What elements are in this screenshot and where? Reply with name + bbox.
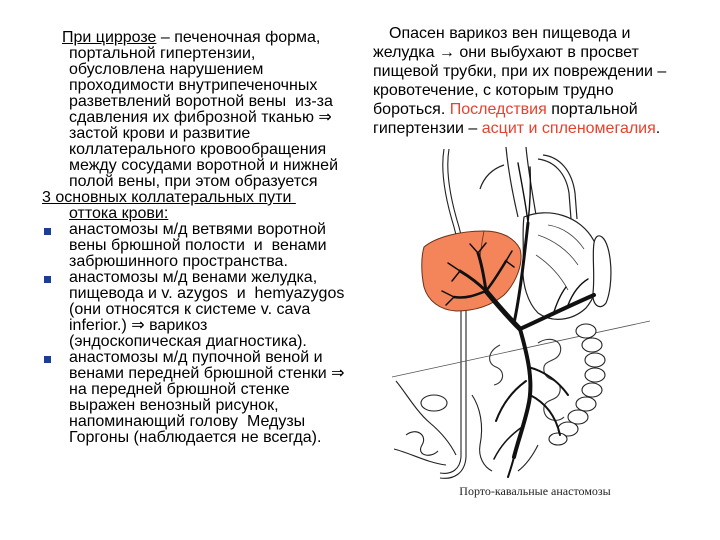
intro-line: разветвлений воротной вены из-за xyxy=(69,93,333,110)
colon-haustrum xyxy=(585,368,605,382)
portocaval-anastomoses-illustration xyxy=(388,145,665,502)
intro-lead-underlined: При циррозе xyxy=(62,29,157,46)
illustration-background xyxy=(388,145,665,502)
right-text-line xyxy=(373,100,715,119)
intro-line: сдавления их фиброзной тканью ⇒ xyxy=(69,109,332,126)
left-column xyxy=(42,30,372,446)
pathways-heading-line xyxy=(42,190,372,206)
intro-line: полой вены, при этом образуется xyxy=(69,173,318,190)
bullet-text-line: (они относятся к системе v. cava xyxy=(69,301,311,318)
colon-haustrum xyxy=(582,383,602,397)
bullet-text-line: анастомозы м/д ветвями воротной xyxy=(69,221,326,238)
colon-haustrum xyxy=(582,338,602,352)
umbilicus xyxy=(421,395,447,411)
right-text-line xyxy=(373,119,715,138)
intro-line: застой крови и развитие xyxy=(69,125,251,142)
right-column xyxy=(373,24,715,138)
bullet-item xyxy=(42,270,372,350)
right-text-segment: гипертензии – xyxy=(373,120,482,137)
bullet-text-line: выражен венозный рисунок, xyxy=(69,397,279,414)
intro-line: обусловлена нарушением xyxy=(69,61,264,78)
intro-line: коллатерального кровообращения xyxy=(69,141,327,158)
bullet-square-icon xyxy=(44,228,51,235)
intro-line: портальной гипертензии, xyxy=(69,45,256,62)
bullet-text-line: забрюшинного пространства. xyxy=(69,253,288,270)
bullet-text-line: пищевода и v. azygos и hemyazygos xyxy=(69,285,345,302)
bullet-text-line: анастомозы м/д венами желудка, xyxy=(69,269,318,286)
bullet-text-line: венами передней брюшной стенки ⇒ xyxy=(69,365,345,382)
pathways-heading-text: оттока крови: xyxy=(69,205,169,222)
right-text-line: желудка → они выбухают в просвет xyxy=(373,44,639,61)
colon-haustrum xyxy=(549,433,567,445)
intro-lead-rest: – печеночная форма, xyxy=(156,29,321,46)
bullet-text-line: (эндоскопическая диагностика). xyxy=(69,333,307,350)
consequences-highlight: Последствия xyxy=(449,101,547,118)
bullet-text-line: Горгоны (наблюдается не всегда). xyxy=(69,429,322,446)
bullet-item xyxy=(42,350,372,446)
bullet-text-line: вены брюшной полости и венами xyxy=(69,237,327,254)
bullet-item xyxy=(42,222,372,270)
colon-haustrum xyxy=(576,397,596,411)
right-text-line: Опасен варикоз вен пищевода и xyxy=(389,25,631,42)
intro-line: проходимости внутрипеченочных xyxy=(69,77,318,94)
illustration-caption: Порто-кавальные анастомозы xyxy=(459,484,611,498)
right-text-line: кровотечение, с которым трудно xyxy=(373,82,614,99)
bullet-square-icon xyxy=(44,356,51,363)
bullet-text-line: inferior.) ⇒ варикоз xyxy=(69,317,208,334)
colon-haustrum xyxy=(576,324,596,338)
colon-haustrum xyxy=(585,353,605,367)
bullet-text-line: анастомозы м/д пупочной веной и xyxy=(69,349,323,366)
right-text-segment: портальной xyxy=(546,101,638,118)
pathways-heading-text: 3 основных коллатеральных пути xyxy=(42,189,296,206)
intro-line xyxy=(42,30,372,46)
pathways-heading-line xyxy=(42,206,372,222)
intro-line: между сосудами воротной и нижней xyxy=(69,157,339,174)
bullet-square-icon xyxy=(44,276,51,283)
right-text-segment: . xyxy=(655,120,661,137)
bullet-text-line: на передней брюшной стенке xyxy=(69,381,290,398)
anatomy-drawing xyxy=(388,145,665,502)
ascites-splenomegaly-highlight: асцит и спленомегалия xyxy=(481,120,656,137)
bullet-text-line: напоминающий голову Медузы xyxy=(69,413,306,430)
right-text-line: пищевой трубки, при их повреждении – xyxy=(373,63,667,80)
right-text-segment: бороться. xyxy=(373,101,450,118)
